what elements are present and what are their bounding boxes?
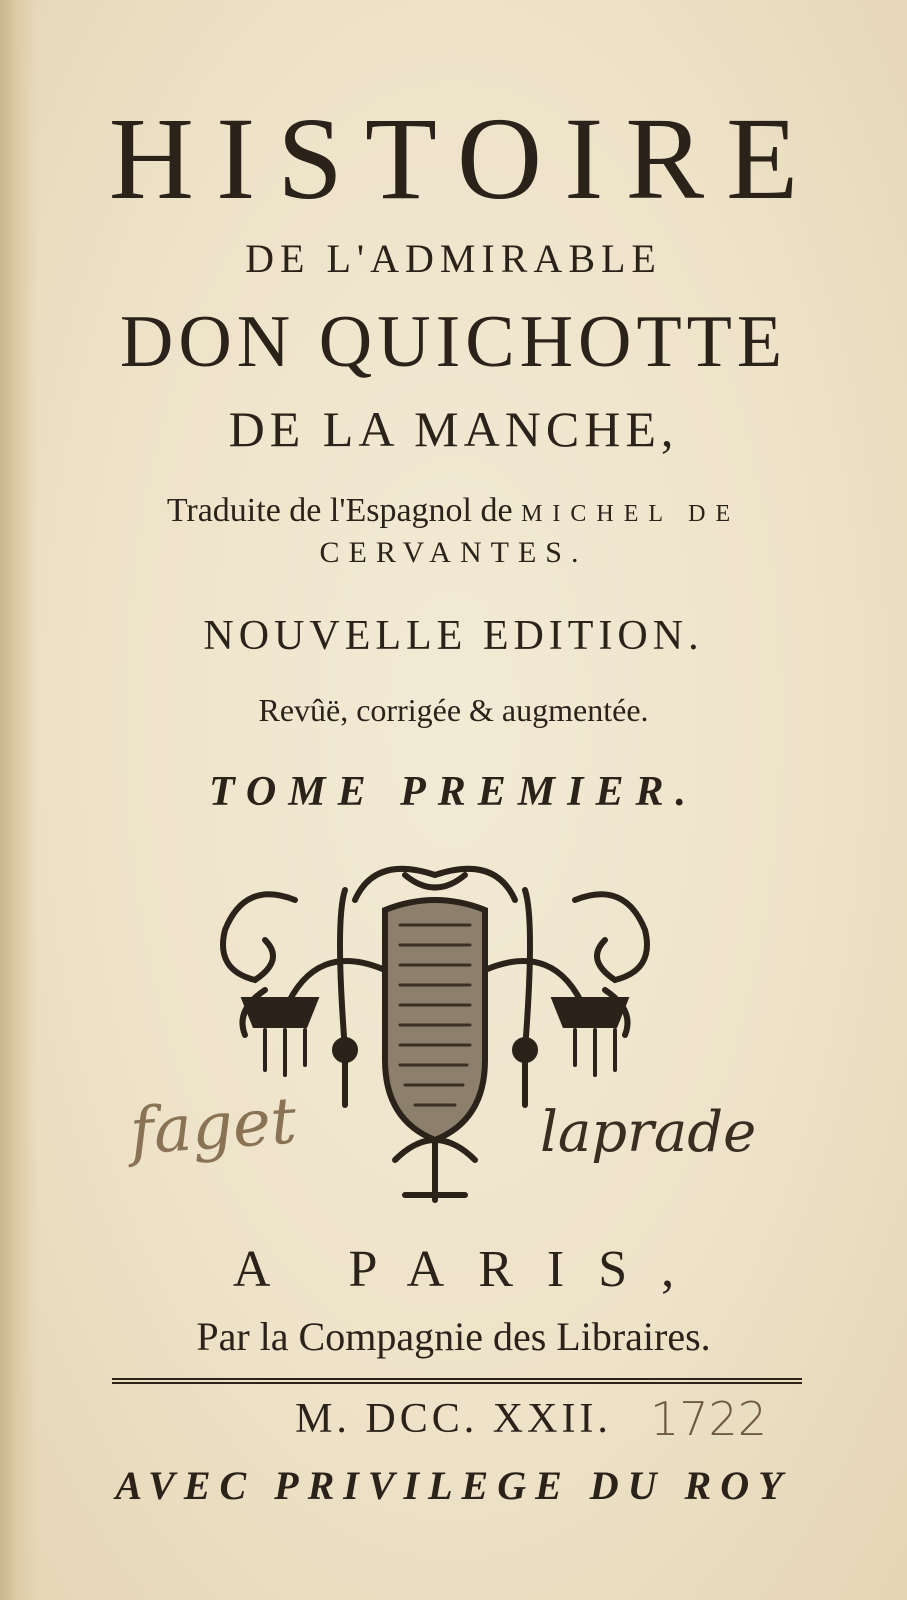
subtitle-line-2: DON QUICHOTTE [119,301,788,383]
imprint-city: A PARIS, [232,1241,709,1298]
subtitle-line-1: DE L'ADMIRABLE [245,236,662,281]
author-first-name: MICHEL DE [521,501,741,527]
revision-line: Revûë, corrigée & augmentée. [258,692,649,728]
handwritten-signature-left: faget [127,1084,299,1170]
translation-line [0,492,907,530]
double-rule-divider [112,1378,802,1384]
imprint-publisher: Par la Compagnie des Libraires. [196,1314,711,1359]
subtitle-line-3: DE LA MANCHE, [228,401,679,457]
handwritten-date: 1722 [650,1392,768,1446]
book-title: HISTOIRE [108,93,821,224]
volume-line: TOME PREMIER. [209,769,698,815]
imprint-date: M. DCC. XXII. [295,1396,612,1442]
author-last-name: CERVANTES. [319,536,588,569]
translation-prefix: Traduite de l'Espagnol de [166,492,522,529]
royal-privilege-line: AVEC PRIVILEGE DU ROY [115,1463,792,1508]
edition-line: NOUVELLE EDITION. [203,613,704,659]
handwritten-signature-right: laprade [540,1100,757,1165]
